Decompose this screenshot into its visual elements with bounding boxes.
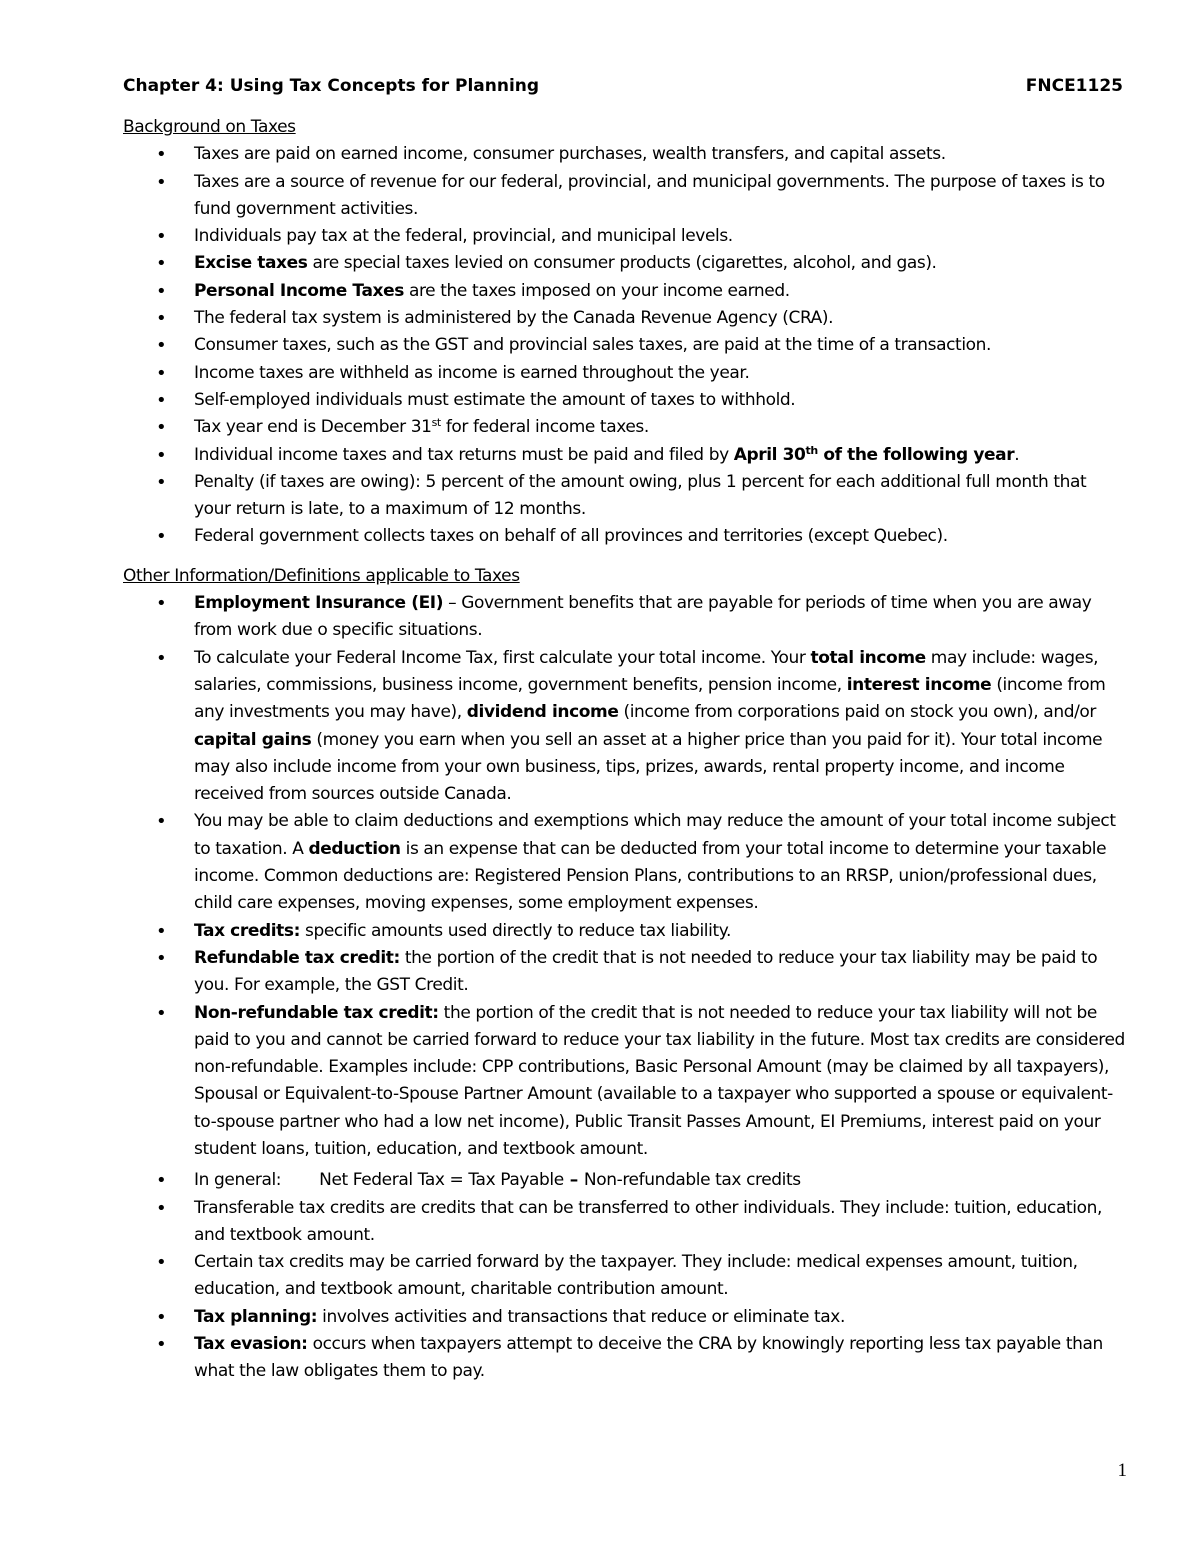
bullet-icon: • <box>156 335 167 357</box>
bullet-icon: • <box>156 593 167 615</box>
background-list <box>123 141 1127 550</box>
list-item: • Tax evasion: occurs when taxpayers attempt to deceive the CRA by knowingly reporting less tax payable than what the law obligates them to pay. <box>123 1331 1127 1386</box>
list-item: • Self-employed individuals must estimate the amount of taxes to withhold. <box>123 387 1127 414</box>
page-number: 1 <box>1117 1460 1127 1481</box>
bullet-icon: • <box>156 144 167 166</box>
bullet-icon: • <box>156 1197 167 1219</box>
bullet-icon: • <box>156 920 167 942</box>
list-item: • Income taxes are withheld as income is earned throughout the year. <box>123 360 1127 387</box>
list-item: • Consumer taxes, such as the GST and provincial sales taxes, are paid at the time of a transaction. <box>123 332 1127 359</box>
list-item: • Personal Income Taxes are the taxes imposed on your income earned. <box>123 278 1127 305</box>
bullet-icon: • <box>156 1170 167 1192</box>
definitions-list <box>123 590 1127 1386</box>
list-item: • To calculate your Federal Income Tax, first calculate your total income. Your total income may include: wages, salaries, commissions, business income, government benefits, pension income, interest income (income from any investments you may have), dividend income (income from corporations paid on stock you own), and/or capital gains (money you earn when you sell an asset at a higher price than you paid for it). Your total income may also include income from your own business, tips, prizes, awards, rental property income, and income received from sources outside Canada. <box>123 645 1127 809</box>
list-item: • Taxes are paid on earned income, consumer purchases, wealth transfers, and capital assets. <box>123 141 1127 168</box>
list-item: • Non-refundable tax credit: the portion of the credit that is not needed to reduce your tax liability will not be paid to you and cannot be carried forward to reduce your tax liability in the future. Most tax credits are considered non-refundable. Examples include: CPP contributions, Basic Personal Amount (may be claimed by all taxpayers), Spousal or Equivalent-to-Spouse Partner Amount (available to a taxpayer who supported a spouse or equivalent-to-spouse partner who had a low net income), Public Transit Passes Amount, EI Premiums, interest paid on your student loans, tuition, education, and textbook amount. <box>123 1000 1127 1164</box>
list-item: • Tax credits: specific amounts used directly to reduce tax liability. <box>123 918 1127 945</box>
list-item: • Individuals pay tax at the federal, provincial, and municipal levels. <box>123 223 1127 250</box>
list-item: • Federal government collects taxes on behalf of all provinces and territories (except Quebec). <box>123 523 1127 550</box>
bullet-icon: • <box>156 389 167 411</box>
section-heading-other-info: Other Information/Definitions applicable to Taxes <box>123 565 520 586</box>
course-code: FNCE1125 <box>1025 76 1123 96</box>
bullet-icon: • <box>156 253 167 275</box>
due-date: April 30 <box>733 444 806 465</box>
term: Tax evasion: <box>194 1334 308 1355</box>
document-body <box>123 114 1127 1386</box>
list-item: • Excise taxes are special taxes levied on consumer products (cigarettes, alcohol, and gas). <box>123 250 1127 277</box>
list-item: • Transferable tax credits are credits that can be transferred to other individuals. They include: tuition, education, and textbook amount. <box>123 1195 1127 1250</box>
bullet-icon: • <box>156 1306 167 1328</box>
bullet-icon: • <box>156 1002 167 1024</box>
list-item: • Tax year end is December 31st for federal income taxes. <box>123 414 1127 441</box>
bullet-icon: • <box>156 362 167 384</box>
bullet-icon: • <box>156 444 167 466</box>
list-item: • You may be able to claim deductions and exemptions which may reduce the amount of your total income subject to taxation. A deduction is an expense that can be deducted from your total income to determine your taxable income. Common deductions are: Registered Pension Plans, contributions to an RRSP, union/professional dues, child care expenses, moving expenses, some employment expenses. <box>123 808 1127 917</box>
tax-formula: Net Federal Tax = Tax Payable <box>319 1170 564 1191</box>
bullet-icon: • <box>156 471 167 493</box>
list-item: • Individual income taxes and tax returns must be paid and filed by April 30th of the following year. <box>123 442 1127 469</box>
bullet-icon: • <box>156 1334 167 1356</box>
bullet-icon: • <box>156 647 167 669</box>
term: Tax credits: <box>194 920 300 941</box>
term: Employment Insurance (EI) <box>194 593 444 614</box>
bullet-icon: • <box>156 1252 167 1274</box>
section-heading-background: Background on Taxes <box>123 117 296 137</box>
list-item: • Tax planning: involves activities and transactions that reduce or eliminate tax. <box>123 1304 1127 1331</box>
term: Personal Income Taxes <box>194 280 404 301</box>
list-item: • Taxes are a source of revenue for our federal, provincial, and municipal governments. The purpose of taxes is to fund government activities. <box>123 169 1127 224</box>
bullet-icon: • <box>156 526 167 548</box>
list-item: • Penalty (if taxes are owing): 5 percent of the amount owing, plus 1 percent for each additional full month that your return is late, to a maximum of 12 months. <box>123 469 1127 524</box>
term: Non-refundable tax credit: <box>194 1002 439 1023</box>
bullet-icon: • <box>156 226 167 248</box>
bullet-icon: • <box>156 417 167 439</box>
term: Tax planning: <box>194 1306 318 1327</box>
list-item: • Employment Insurance (EI) – Government benefits that are payable for periods of time when you are away from work due o specific situations. <box>123 590 1127 645</box>
bullet-icon: • <box>156 280 167 302</box>
term: Excise taxes <box>194 253 308 274</box>
list-item: • The federal tax system is administered by the Canada Revenue Agency (CRA). <box>123 305 1127 332</box>
bullet-icon: • <box>156 811 167 833</box>
bullet-icon: • <box>156 308 167 330</box>
list-item: • In general: Net Federal Tax = Tax Payable – Non-refundable tax credits <box>123 1167 1127 1194</box>
term: Refundable tax credit: <box>194 947 400 968</box>
chapter-title: Chapter 4: Using Tax Concepts for Planning <box>123 76 540 96</box>
list-item: • Certain tax credits may be carried forward by the taxpayer. They include: medical expenses amount, tuition, education, and textbook amount, charitable contribution amount. <box>123 1249 1127 1304</box>
list-item: • Refundable tax credit: the portion of the credit that is not needed to reduce your tax liability may be paid to you. For example, the GST Credit. <box>123 945 1127 1000</box>
bullet-icon: • <box>156 947 167 969</box>
bullet-icon: • <box>156 171 167 193</box>
